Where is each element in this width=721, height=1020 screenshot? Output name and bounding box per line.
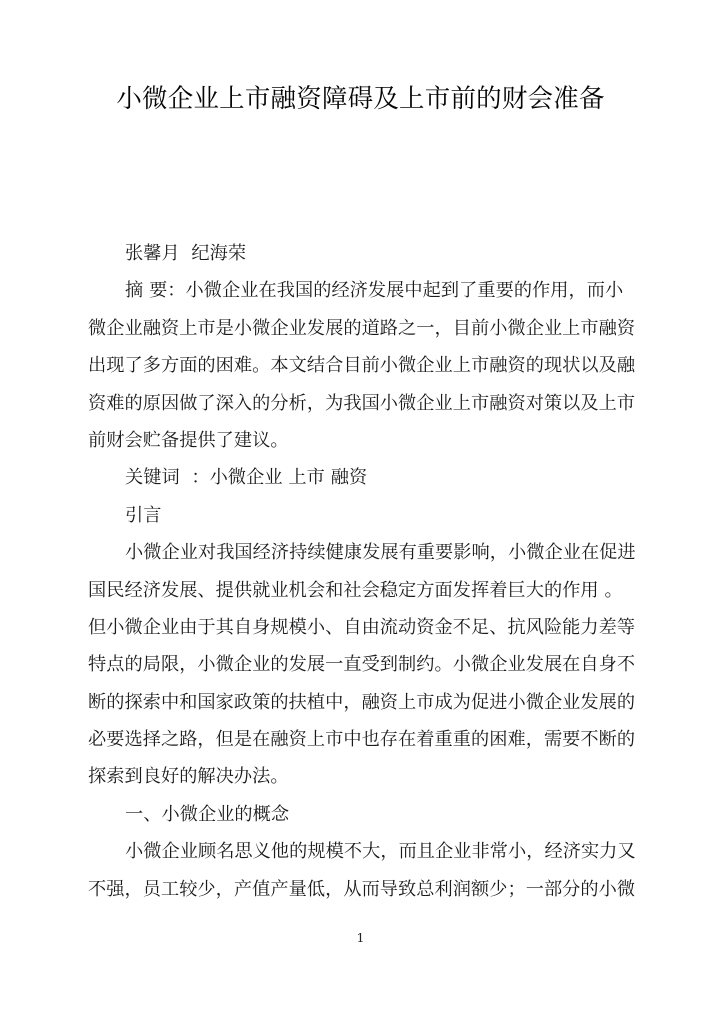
- abstract-line-4: 资难的原因做了深入的分析，为我国小微企业上市融资对策以及上市: [88, 392, 636, 414]
- body-line: 小微企业顾名思义他的规模不大，而且企业非常小，经济实力又: [125, 841, 636, 863]
- body-line: 但小微企业由于其自身规模小、自由流动资金不足、抗风险能力差等: [88, 616, 636, 638]
- abstract-line-5: 前财会贮备提供了建议。: [88, 429, 289, 451]
- abstract-line-2: 微企业融资上市是小微企业发展的道路之一，目前小微企业上市融资: [88, 317, 636, 339]
- body-line: 小微企业对我国经济持续健康发展有重要影响，小微企业在促进: [125, 542, 636, 564]
- page-title: 小微企业上市融资障碍及上市前的财会准备: [116, 84, 605, 114]
- body-line: 不强，员工较少，产值产量低，从而导致总利润额少；一部分的小微: [88, 878, 636, 900]
- section-heading-concept: 一、小微企业的概念: [125, 803, 290, 825]
- keywords-line: 关键词 ：小微企业 上市 融资: [125, 467, 368, 489]
- body-line: 国民经济发展、提供就业机会和社会稳定方面发挥着巨大的作用 。: [88, 579, 623, 601]
- page-number: 1: [356, 930, 365, 945]
- body-line: 必要选择之路，但是在融资上市中也存在着重重的困难，需要不断的: [88, 729, 636, 751]
- author-line: 张馨月 纪海荣: [125, 243, 247, 264]
- abstract-line-1: 摘 要：小微企业在我国的经济发展中起到了重要的作用，而小: [125, 280, 624, 302]
- section-heading-introduction: 引言: [125, 504, 162, 526]
- body-line: 特点的局限，小微企业的发展一直受到制约。小微企业发展在自身不: [88, 654, 636, 676]
- document-body: [88, 235, 636, 908]
- abstract-line-3: 出现了多方面的困难。本文结合目前小微企业上市融资的现状以及融: [88, 355, 636, 377]
- body-line: 探索到良好的解决办法。: [88, 766, 289, 788]
- body-line: 断的探索中和国家政策的扶植中，融资上市成为促进小微企业发展的: [88, 691, 636, 713]
